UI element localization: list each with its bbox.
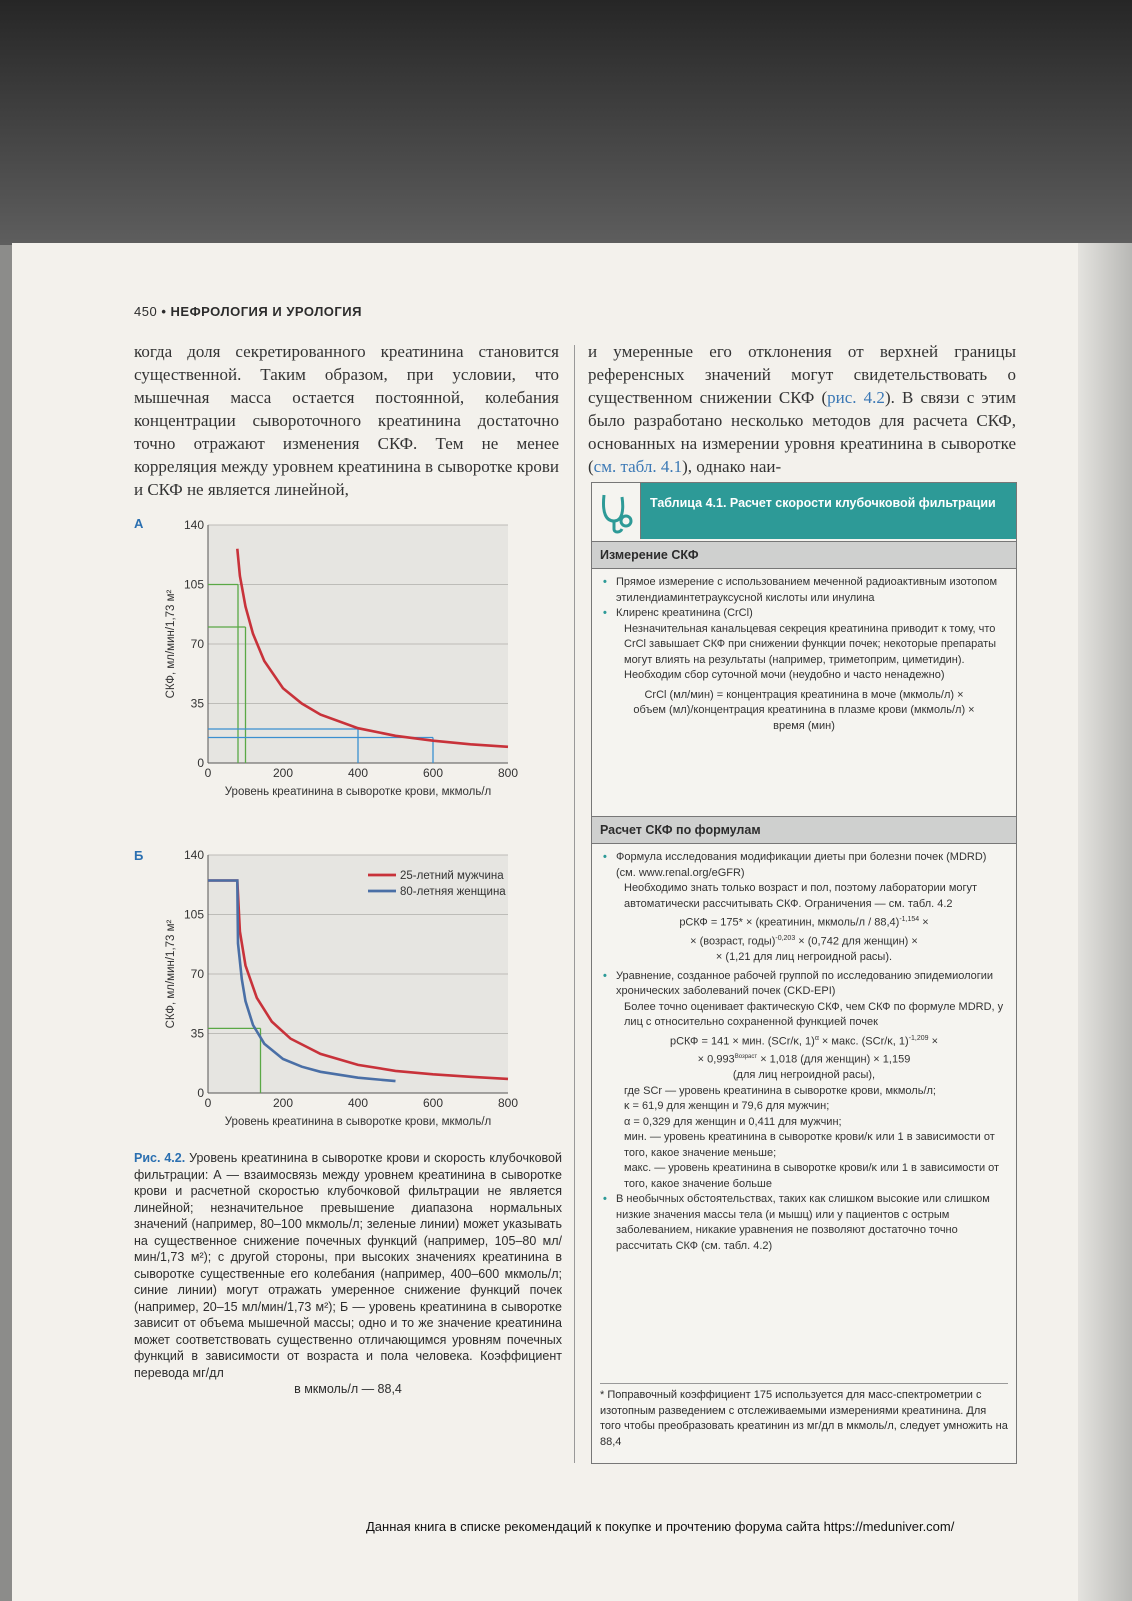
x-tick-label: 0 — [204, 766, 212, 780]
chart-panel-a — [150, 515, 570, 815]
y-tick-label: 35 — [190, 696, 204, 711]
mdrd-formula: рСКФ = 175* × (креатинин, мкмоль/л / 88,4)$^{-1,154}$ × × (возраст, годы)$^{-0,203}$ × (0,742 для женщин) × × (1,21 для лиц негроидной расы). — [679, 916, 929, 964]
scan-dark-band — [0, 0, 1132, 245]
page-number: 450 — [134, 304, 158, 319]
y-tick-label: 140 — [183, 518, 204, 532]
x-tick-label: 600 — [422, 766, 444, 780]
caption-last-line: в мкмоль/л — 88,4 — [294, 1382, 402, 1396]
y-axis-label: СКФ, мл/мин/1,73 м² — [165, 589, 177, 699]
site-footer-note[interactable]: Данная книга в списке рекомендаций к покупке и прочтению форума сайта https://meduniver.com/ — [366, 1519, 955, 1534]
table-footnote: * Поправочный коэффициент 175 используется для масс-спектрометрии с изотопным разведением с отслеживаемыми измерениями креатинина. Для того чтобы преобразовать креатинин из мг/дл в мкмоль/л, следует умножить на 88,4 — [600, 1383, 1008, 1450]
crcl-description: Незначительная канальцевая секреция креатинина приводит к тому, что CrCl завышает СКФ при снижении функции почек; некоторые препараты могут влиять на результаты (например, триметоприм, циметидин). Необходим сбор суточной мочи (неудобно и часто ненадежно) — [624, 622, 997, 681]
y-tick-label: 0 — [197, 756, 204, 770]
x-axis-label: Уровень креатинина в сыворотке крови, мкмоль/л — [224, 1116, 492, 1128]
y-tick-label: 70 — [190, 637, 204, 651]
list-item: • Прямое измерение с использованием меченной радиоактивным изотопом этилендиаминтетрауксусной кислоты или инулина — [600, 575, 1008, 606]
legend-label: 80-летняя женщина — [400, 886, 506, 898]
stethoscope-icon — [592, 483, 641, 539]
left-column-text: когда доля секретированного креатинина становится существенной. Таким образом, при условии, что мышечная масса остается постоянной, колебания концентрации сывороточного креатинина достаточно точно отражают изменения СКФ. Тем не менее корреляция между уровнем креатинина в сыворотке крови и СКФ не является линейной, — [134, 342, 559, 499]
figure-caption — [134, 1150, 562, 1398]
right-text-part-2: ). В связи с этим было разработано несколько методов для расчета СКФ, основанных на измерении уровня креатинина в сыворотке ( — [588, 388, 1016, 476]
mdrd-description: Необходимо знать только возраст и пол, поэтому лаборатории могут автоматически рассчитывать СКФ. Ограничения — см. табл. 4.2 — [624, 882, 978, 910]
x-tick-label: 800 — [497, 766, 519, 780]
x-tick-label: 800 — [497, 1096, 519, 1110]
crcl-formula: CrCl (мл/мин) = концентрация креатинина в моче (мкмоль/л) × объем (мл)/концентрация креатинина в плазме крови (мкмоль/л) × время (мин) — [633, 688, 975, 732]
y-tick-label: 35 — [190, 1026, 204, 1041]
right-text-part-3: ), однако наи- — [682, 457, 782, 476]
panel-b-letter: Б — [134, 848, 144, 863]
list-item: • Клиренс креатинина (CrCl) — [600, 606, 1008, 622]
x-tick-label: 200 — [272, 1096, 294, 1110]
table-header — [592, 483, 1016, 539]
y-tick-label: 0 — [197, 1086, 204, 1100]
x-axis-label: Уровень креатинина в сыворотке крови, мкмоль/л — [224, 786, 492, 798]
section-title: НЕФРОЛОГИЯ И УРОЛОГИЯ — [170, 304, 362, 319]
running-header — [134, 304, 362, 319]
figure-reference-link[interactable]: рис. 4.2 — [827, 388, 885, 407]
formulas-section-body — [600, 850, 1008, 1254]
y-tick-label: 105 — [183, 907, 204, 922]
ckd-epi-formula: рСКФ = 141 × мин. (SCr/κ, 1)$^\alpha$ × макс. (SCr/κ, 1)$^{-1,209}$ × × $0,993^{Возраст} \times 1,018$ (для женщин) × 1,159 (для лиц негроидной расы), — [669, 1034, 939, 1082]
list-item: • Формула исследования модификации диеты при болезни почек (MDRD) (см. www.renal.org/eGFR) — [600, 850, 1008, 881]
caption-text: Уровень креатинина в сыворотке крови и скорость клубочковой фильтрации: А — взаимосвязь между уровнем креатинина в сыворотке крови и расчетной скоростью клубочковой фильтрации не является линейной; незначительное превышение диапазона нормальных значений (например, 80–100 мкмоль/л; зеленые линии) может указывать на существенное снижение почечных функций (например, 105–80 мл/мин/1,73 м²); с другой стороны, при высоких значениях креатинина в сыворотке существенные его колебания (например, 400–600 мкмоль/л; синие линии) могут отражать умеренное снижение функций почек (например, 20–15 мл/мин/1,73 м²); Б — уровень креатинина в сыворотке зависит от объема мышечной массы; одно и то же значение креатинина может соответствовать существенно отличающимся уровням почечных функций в зависимости от возраста и пола человека. Коэффициент перевода мг/дл — [134, 1151, 562, 1380]
header-bullet: • — [161, 304, 167, 319]
table-title: Таблица 4.1. Расчет скорости клубочковой фильтрации — [650, 496, 996, 510]
table-reference-link[interactable]: см. табл. 4.1 — [593, 457, 683, 476]
list-item: • Уравнение, созданное рабочей группой по исследованию эпидемиологии хронических заболеваний почек (CKD-EPI) — [600, 969, 1008, 1000]
x-tick-label: 400 — [347, 1096, 369, 1110]
x-tick-label: 400 — [347, 766, 369, 780]
scan-left-edge — [0, 245, 12, 1601]
y-axis-label: СКФ, мл/мин/1,73 м² — [165, 919, 177, 1029]
x-tick-label: 0 — [204, 1096, 212, 1110]
y-tick-label: 105 — [183, 577, 204, 592]
legend-label: 25-летний мужчина — [400, 870, 504, 882]
y-tick-label: 140 — [183, 848, 204, 862]
formula-legend: где SCr — уровень креатинина в сыворотке крови, мкмоль/л; κ = 61,9 для женщин и 79,6 для мужчин; α = 0,329 для женщин и 0,411 для мужчин; мин. — уровень креатинина в сыворотке крови/κ или 1 в зависимости от того, какое значение меньше; макс. — уровень креатинина в сыворотке крови/κ или 1 в зависимости от того, какое значение больше — [624, 1084, 1000, 1190]
table-section-measurement: Измерение СКФ — [592, 541, 1016, 569]
measurement-section-body — [600, 575, 1008, 734]
x-tick-label: 600 — [422, 1096, 444, 1110]
chart-panel-b — [150, 845, 570, 1145]
y-tick-label: 70 — [190, 967, 204, 981]
right-text-part-1: и умеренные его отклонения от верхней границы референсных значений могут свидетельствовать о существенном снижении СКФ ( — [588, 342, 1016, 407]
right-column-text — [588, 340, 1016, 478]
caption-label: Рис. 4.2. — [134, 1151, 186, 1165]
column-divider — [574, 345, 575, 1463]
page-curl-shadow — [1078, 243, 1132, 1601]
x-tick-label: 200 — [272, 766, 294, 780]
panel-a-letter: А — [134, 516, 144, 531]
table-4-1 — [591, 482, 1017, 1464]
list-item: • В необычных обстоятельствах, таких как слишком высокие или слишком низкие значения массы тела (и мышц) или у пациентов с острым заболеванием, никакие уравнения не позволяют достаточно точно рассчитать СКФ (см. табл. 4.2) — [600, 1192, 1008, 1254]
ckd-epi-description: Более точно оценивает фактическую СКФ, чем СКФ по формуле MDRD, у лиц с относительно сохраненной функцией почек — [624, 1000, 1004, 1029]
table-section-formulas: Расчет СКФ по формулам — [592, 816, 1016, 844]
